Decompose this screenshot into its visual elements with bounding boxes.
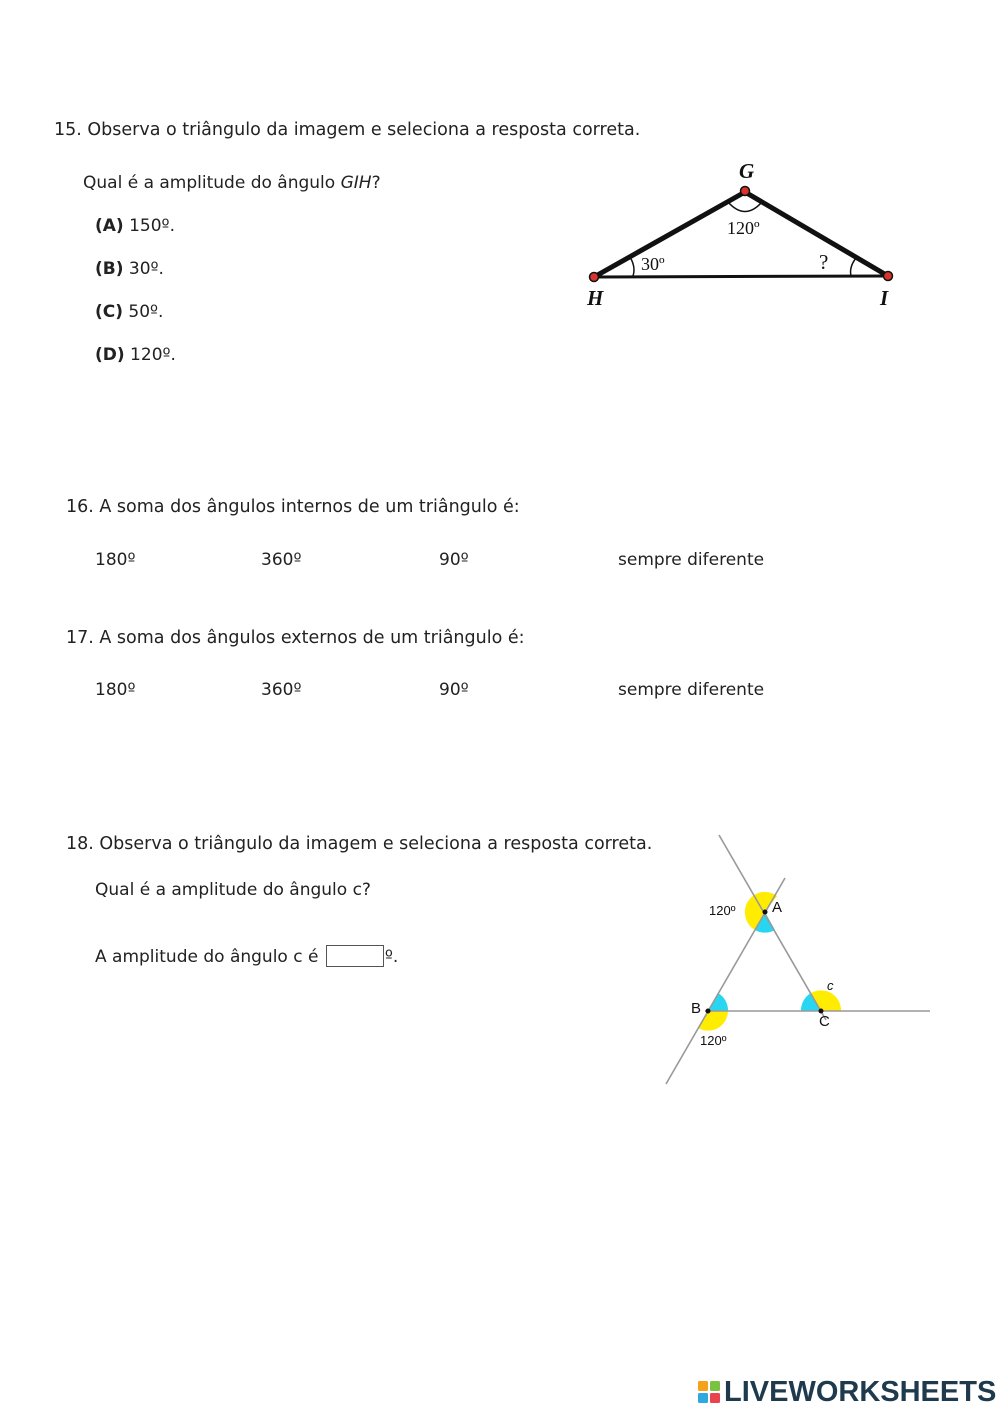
label-angle-b: 120º: [700, 1033, 727, 1048]
label-a: A: [772, 899, 783, 916]
q15-angle-name: GIH: [340, 173, 372, 193]
q15-option-b[interactable]: (B) 30º.: [95, 259, 164, 279]
line-ac: [719, 835, 826, 1020]
q15-option-c[interactable]: (C) 50º.: [95, 302, 164, 322]
angle-i-arc: [851, 258, 856, 276]
liveworksheets-logo: [697, 1375, 996, 1409]
point-a: [763, 910, 768, 915]
point-b: [706, 1009, 711, 1014]
label-c: C: [819, 1013, 830, 1030]
point-g: [741, 187, 750, 196]
q16-choice-360[interactable]: 360º: [261, 550, 302, 570]
label-angle-a: 120º: [709, 903, 736, 918]
q15-triangle-figure: [580, 155, 910, 315]
q17-title: 17. A soma dos ângulos externos de um triângulo é:: [66, 628, 525, 648]
angle-b-interior: [708, 993, 728, 1011]
q15-option-a[interactable]: (A) 150º.: [95, 216, 175, 236]
q17-choice-90[interactable]: 90º: [439, 680, 469, 700]
q18-triangle-figure: [660, 830, 940, 1090]
label-angle-g: 120º: [727, 218, 760, 238]
label-b: B: [691, 1000, 702, 1017]
q17-choice-different[interactable]: sempre diferente: [618, 680, 765, 700]
label-angle-h: 30º: [641, 254, 665, 274]
q16-title: 16. A soma dos ângulos internos de um triângulo é:: [66, 497, 520, 517]
side-hg: [594, 192, 745, 277]
q15-title: 15. Observa o triângulo da imagem e seleciona a resposta correta.: [54, 120, 641, 140]
point-h: [590, 273, 599, 282]
q18-answer-input[interactable]: [326, 945, 384, 967]
q18-question: Qual é a amplitude do ângulo c?: [95, 880, 371, 900]
q16-choice-90[interactable]: 90º: [439, 550, 469, 570]
q17-choice-180[interactable]: 180º: [95, 680, 136, 700]
side-hi: [594, 276, 888, 277]
logo-text: LIVEWORKSHEETS: [724, 1375, 997, 1408]
q16-choice-180[interactable]: 180º: [95, 550, 136, 570]
q18-title: 18. Observa o triângulo da imagem e seleciona a resposta correta.: [66, 834, 653, 854]
angle-h-arc: [630, 257, 634, 276]
angle-g-arc: [728, 202, 762, 212]
q17-choice-360[interactable]: 360º: [261, 680, 302, 700]
q15-option-d[interactable]: (D) 120º.: [95, 345, 176, 365]
q15-question: Qual é a amplitude do ângulo GIH?: [83, 173, 381, 193]
q16-choice-different[interactable]: sempre diferente: [618, 550, 765, 570]
label-angle-c: c: [827, 978, 834, 993]
q18-answer-line: A amplitude do ângulo c é º.: [95, 947, 399, 967]
label-angle-i: ?: [819, 250, 829, 274]
label-g: G: [739, 159, 755, 183]
label-i: I: [880, 286, 889, 310]
side-gi: [745, 192, 888, 276]
logo-grid-icon: [697, 1380, 721, 1404]
point-i: [884, 272, 893, 281]
label-h: H: [587, 286, 604, 310]
